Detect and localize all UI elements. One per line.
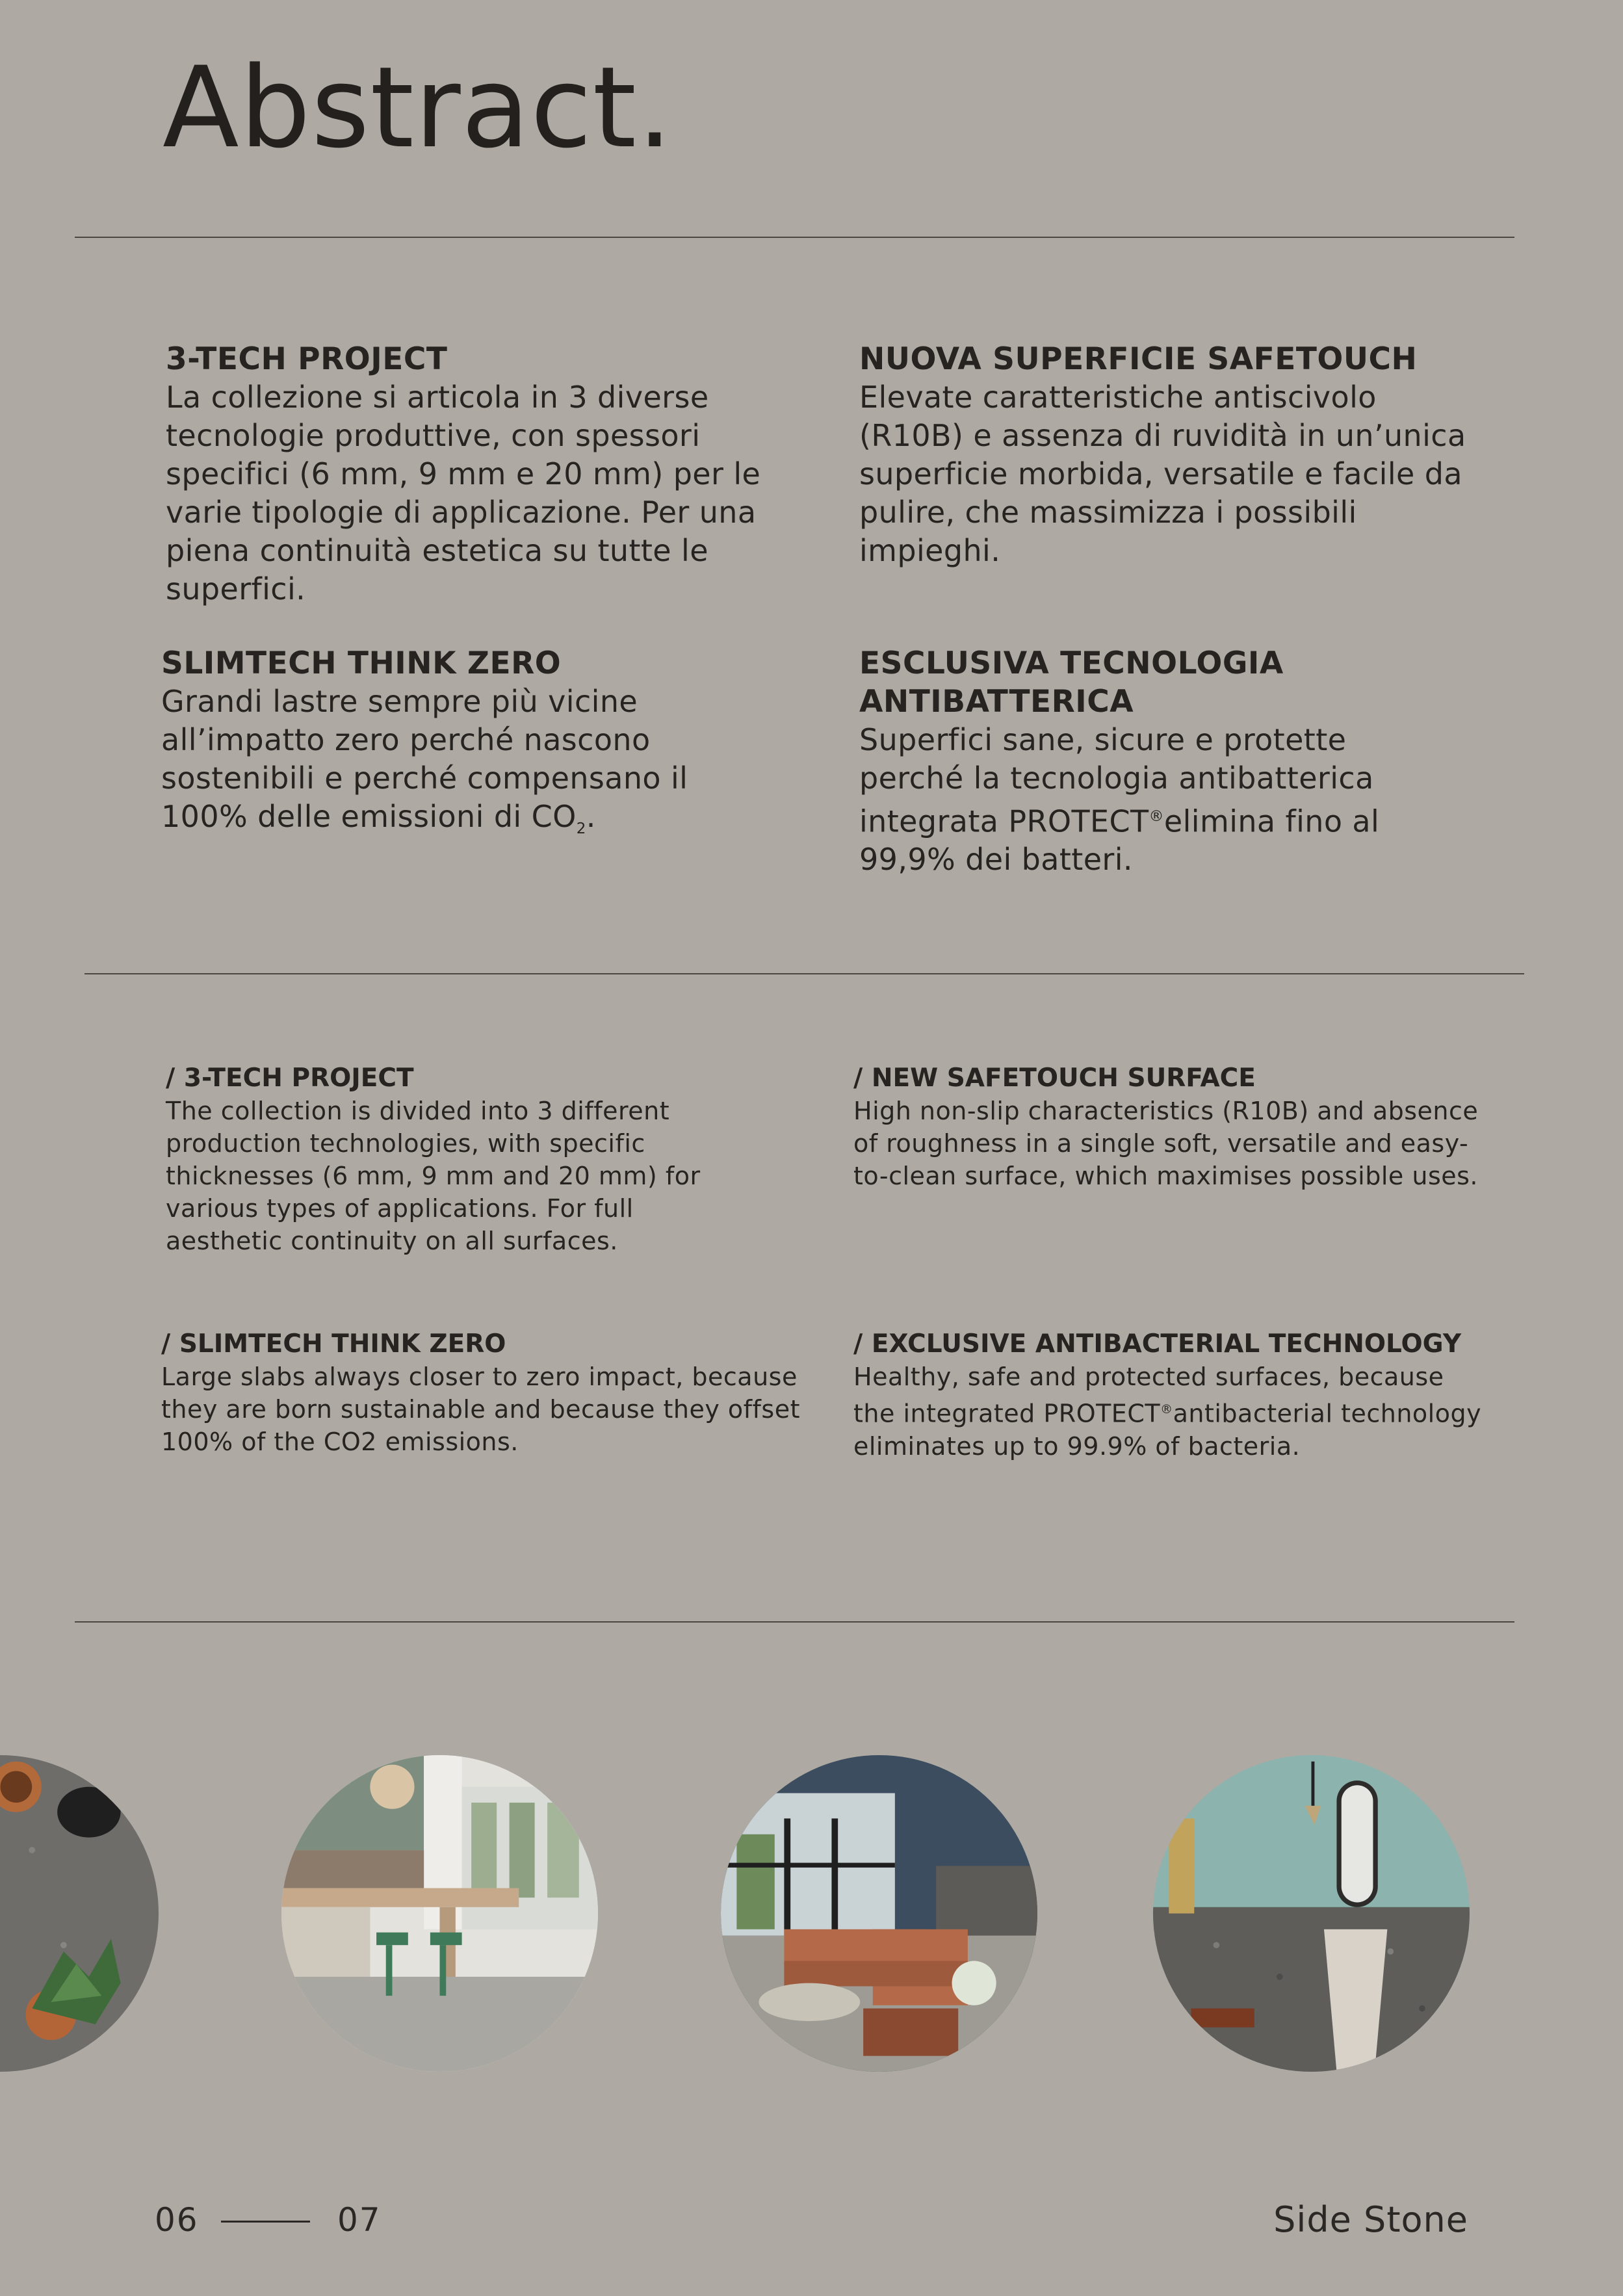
page-number-left: 06 bbox=[155, 2201, 199, 2239]
en-antibacterial-text-a: Healthy, safe and protected surfaces, because the integrated PROTECT bbox=[853, 1363, 1444, 1428]
it-antibacterial-text-b: elimina fino al 99,9% dei batteri. bbox=[859, 803, 1380, 878]
it-safetouch-block bbox=[859, 340, 1516, 570]
en-tech-body: The collection is divided into 3 different production technologies, with specific thicknesses (6 mm, 9 mm and 20 mm) for various types of applications. For full aesthetic continuity on all surfaces. bbox=[166, 1097, 701, 1255]
it-slimtech-body bbox=[161, 683, 746, 848]
it-slimtech-block bbox=[161, 644, 811, 848]
en-antibacterial-heading: / EXCLUSIVE ANTIBACTERIAL TECHNOLOGY bbox=[853, 1329, 1462, 1359]
en-antibacterial-block bbox=[853, 1328, 1503, 1463]
photo-stone-plants bbox=[0, 1755, 159, 2072]
photo-living-room bbox=[721, 1755, 1037, 2072]
en-tech-block bbox=[166, 1062, 751, 1257]
registered-mark: ® bbox=[1149, 808, 1164, 825]
it-safetouch-body: Elevate caratteristiche antiscivolo (R10B) e assenza di ruvidità in un’unica superficie morbida, versatile e facile da pulire, che massimizza i possibili impieghi. bbox=[859, 380, 1466, 568]
en-safetouch-block bbox=[853, 1062, 1503, 1192]
divider-bottom bbox=[75, 1621, 1514, 1623]
it-antibacterial-body bbox=[859, 721, 1399, 879]
en-antibacterial-text-b: antibacterial technology eliminates up to 99.9% of bacteria. bbox=[853, 1399, 1482, 1461]
it-slimtech-end: . bbox=[586, 799, 596, 834]
photo-kitchen bbox=[281, 1755, 598, 2072]
photo-bathroom bbox=[1153, 1755, 1470, 2072]
it-tech-heading: 3-TECH PROJECT bbox=[166, 341, 448, 377]
it-tech-body: La collezione si articola in 3 diverse tecnologie produttive, con spessori specifici (6 mm, 9 mm e 20 mm) per le varie tipologie di applicazione. Per una piena continuità estetica su tutte le superfici. bbox=[166, 380, 761, 607]
it-slimtech-heading: SLIMTECH THINK ZERO bbox=[161, 646, 562, 681]
page-number-separator bbox=[221, 2221, 310, 2223]
it-safetouch-heading: NUOVA SUPERFICIE SAFETOUCH bbox=[859, 341, 1418, 377]
en-safetouch-heading: / NEW SAFETOUCH SURFACE bbox=[853, 1063, 1256, 1093]
divider-top bbox=[75, 237, 1514, 238]
co2-subscript: 2 bbox=[576, 820, 586, 838]
it-antibacterial-heading-2: ANTIBATTERICA bbox=[859, 684, 1134, 720]
en-safetouch-body: High non-slip characteristics (R10B) and absence of roughness in a single soft, versatile and easy-to-clean surface, which maximises possible uses. bbox=[853, 1097, 1479, 1190]
en-slimtech-heading: / SLIMTECH THINK ZERO bbox=[161, 1329, 506, 1359]
en-antibacterial-body bbox=[853, 1361, 1490, 1463]
it-antibacterial-block bbox=[859, 644, 1509, 879]
en-slimtech-block bbox=[161, 1328, 811, 1458]
en-slimtech-body: Large slabs always closer to zero impact, because they are born sustainable and because they offset 100% of the CO2 emissions. bbox=[161, 1363, 800, 1456]
brand-name: Side Stone bbox=[1273, 2199, 1468, 2240]
page-title: Abstract. bbox=[162, 42, 673, 173]
registered-mark-en: ® bbox=[1160, 1402, 1173, 1416]
en-tech-heading: / 3-TECH PROJECT bbox=[166, 1063, 414, 1093]
it-tech-block bbox=[166, 340, 816, 608]
it-slimtech-text: Grandi lastre sempre più vicine all’impatto zero perché nascono sostenibili e perché compensano il 100% delle emissioni di CO bbox=[161, 684, 688, 834]
it-antibacterial-text-a: Superfici sane, sicure e protette perché la tecnologia antibatterica integrata PROTECT bbox=[859, 722, 1374, 839]
page-number-right: 07 bbox=[337, 2201, 382, 2239]
it-antibacterial-heading-1: ESCLUSIVA TECNOLOGIA bbox=[859, 646, 1284, 681]
divider-middle bbox=[84, 973, 1524, 974]
